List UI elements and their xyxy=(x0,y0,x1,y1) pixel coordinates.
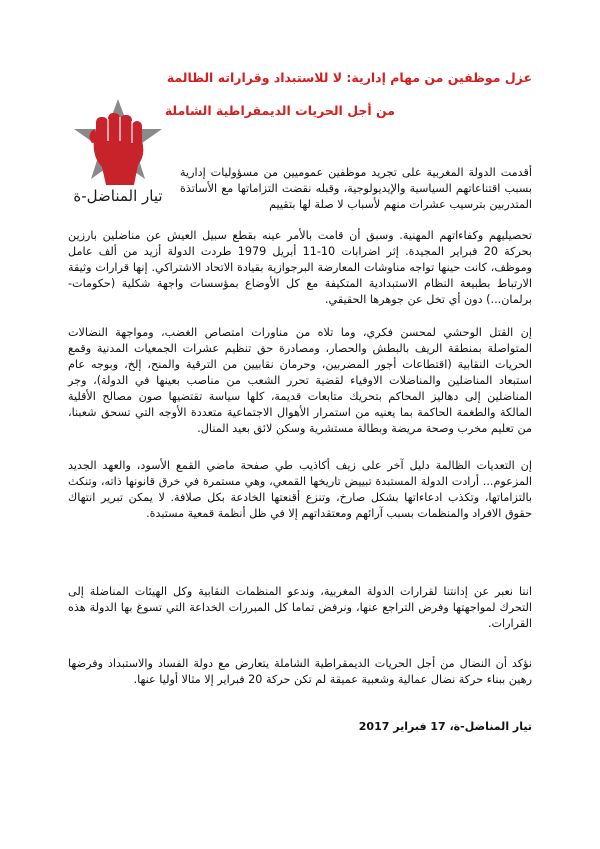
paragraph-4 xyxy=(68,584,532,632)
logo-caption: تيار المناضل-ة xyxy=(73,187,163,205)
document-title: عزل موظفين من مهام إدارية: لا للاستبداد وقراراته الظالمة xyxy=(166,70,532,85)
paragraph-5 xyxy=(68,656,532,688)
paragraph-text: تحصيليهم وكفاءاتهم المهنية. وسبق أن قامت بالأمر عينه بقطع سبيل العيش عن مناضلين بارزين بحركة 20 فبراير المجيدة. إثر اضرابات 10-11 أبريل 1979 طردت الدولة أزيد من ألف عامل وموظف، كانت حينها تواجه مناوشات المعارضة البرجوازية بقيادة الاتحاد الاشتراكي. إنها قرارات وثيقة الارتباط بطبيعة النظام الاستبدادية المتكيفة مع كل الأوضاع بمؤسسات واجهة شكلية (حكومات-برلمان...) دون أي تخل عن جوهرها الحقيقي. xyxy=(68,229,533,306)
paragraph-text: إن القتل الوحشي لمحسن فكري، وما تلاه من مناورات امتصاص الغضب، ومواجهة النضالات المتواصلة بمنطقة الريف بالبطش والحصار، ومصادرة حق تنظيم عشرات الجمعيات المدنية وقمع الحريات النقابية (اقتطاعات أجور المضربين، وحرمان نقابيين من الترقية والمنح، إلخ، وبوجه عام استبعاد المناضلين والمناضلات الاوفياء لقضية تحرر الشعب من مناصب بعينها في الدولة)، وجر المناضلين إلى دهاليز المحاكم بتحريك متابعات قديمة، كلها سياسة تقتضيها صون مصالح الأقلية المالكة والطغمة الحاكمة بما يعنيه من استمرار الأهوال الاجتماعية متعددة الأوجه التي تسحق شعبنا، من تعليم مخرب وصحة مريضة وبطالة مستشرية وسكن لائق بعيد المنال. xyxy=(68,326,532,435)
paragraph-text: أقدمت الدولة المغربية على تجريد موظفين عموميين من مسؤوليات إدارية بسبب اقتناعاتهم السياسية والإيديولوجية، وقبله نقضت التزاماتها مع الأساتذة المتدربين بترسيب عشرات منهم لأسباب لا صلة لها بتقييم xyxy=(180,166,532,211)
paragraph-text: اننا نعبر عن إدانتنا لقرارات الدولة المغربية، وندعو المنظمات النقابية وكل الهيئات المناضلة إلى التحرك لمواجهتها وفرض التراجع عنها، ونرفض تماما كل المبررات الخداعة التي تسوغ بها الدولة هذه القرارات. xyxy=(68,585,532,630)
signature-line: تيار المناضل-ة، 17 فبراير 2017 xyxy=(358,720,532,733)
paragraph-3 xyxy=(68,458,532,522)
document-subtitle: من أجل الحريات الديمقراطية الشاملة xyxy=(164,103,395,118)
paragraph-1-top xyxy=(180,165,532,213)
paragraph-text: إن التعديات الظالمة دليل آخر على زيف أكاذيب طي صفحة ماضي القمع الأسود، والعهد الجديد المزعوم... أرادت الدولة المستبدة تبييض تاريخها القمعي، وهي مستمرة في خرق قانونها ذاته، وتنكث بالتزاماتها، وتكذب ادعاءاتها بشكل صارخ، وتنزع أقنعتها الخادعة بكل صلافة. لا يمكن تبرير انتهاك حقوق الافراد والمنظمات بسبب آرائهم ومعتقداتهم إلا في ظل أنظمة قمعية مستبدة. xyxy=(68,459,532,520)
paragraph-text: نؤكد أن النضال من أجل الحريات الديمقراطية الشاملة يتعارض مع دولة الفساد والاستبداد وفرضها رهين ببناء حركة نضال عمالية وشعبية عميقة لم تكن حركة 20 فبراير إلا مثالا أوليا عنها. xyxy=(68,657,532,686)
paragraph-1-rest xyxy=(68,228,532,308)
paragraph-2 xyxy=(68,325,532,437)
